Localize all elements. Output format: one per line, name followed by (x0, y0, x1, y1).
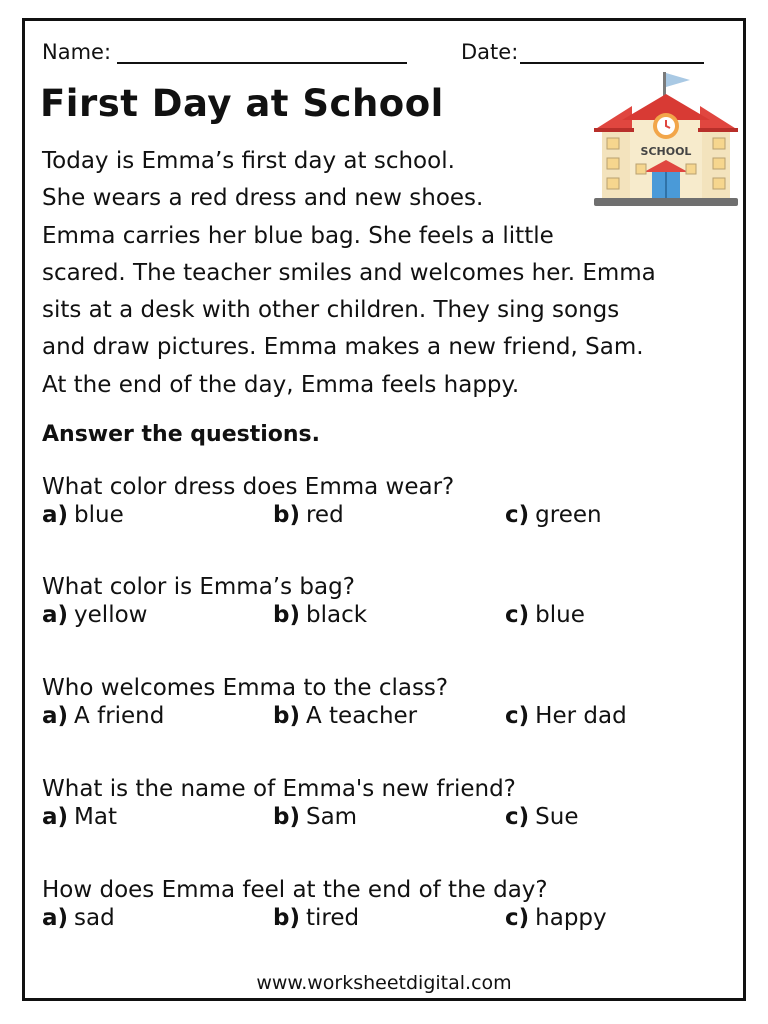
option-c[interactable]: c) blue (505, 602, 585, 628)
name-field (42, 40, 407, 64)
question-3 (42, 673, 732, 735)
option-b[interactable]: b) black (273, 602, 368, 628)
question-1 (42, 472, 732, 534)
question-text: What color is Emma’s bag? (42, 574, 355, 600)
option-b[interactable]: b) tired (273, 905, 360, 931)
option-a[interactable]: a) sad (42, 905, 115, 931)
question-text: How does Emma feel at the end of the day? (42, 877, 548, 903)
answer-options (42, 905, 732, 937)
name-label: Name: (42, 40, 112, 64)
school-sign-text: SCHOOL (640, 145, 692, 158)
question-4 (42, 774, 732, 836)
option-a[interactable]: a) yellow (42, 602, 148, 628)
story-line: Emma carries her blue bag. She feels a little (42, 222, 554, 249)
reading-passage (42, 143, 742, 404)
option-c[interactable]: c) green (505, 502, 602, 528)
question-text: What is the name of Emma's new friend? (42, 776, 516, 802)
question-5 (42, 875, 732, 937)
instructions-heading: Answer the questions. (42, 422, 321, 447)
option-a[interactable]: a) A friend (42, 703, 165, 729)
story-line: and draw pictures. Emma makes a new friend, Sam. (42, 334, 644, 361)
answer-options (42, 502, 732, 534)
date-label: Date: (461, 40, 519, 64)
story-line: At the end of the day, Emma feels happy. (42, 371, 520, 398)
option-b[interactable]: b) Sam (273, 804, 358, 830)
option-b[interactable]: b) A teacher (273, 703, 418, 729)
page-title: First Day at School (40, 82, 444, 125)
answer-options (42, 602, 732, 634)
question-text: Who welcomes Emma to the class? (42, 675, 449, 701)
date-field (461, 40, 704, 64)
footer-url: www.worksheetdigital.com (256, 972, 512, 994)
question-2 (42, 572, 732, 634)
option-b[interactable]: b) red (273, 502, 344, 528)
answer-options (42, 804, 732, 836)
story-line: sits at a desk with other children. They sing songs (42, 297, 620, 324)
option-a[interactable]: a) Mat (42, 804, 118, 830)
answer-options (42, 703, 732, 735)
option-c[interactable]: c) happy (505, 905, 607, 931)
date-line[interactable] (520, 40, 704, 64)
story-line: She wears a red dress and new shoes. (42, 185, 484, 212)
name-line[interactable] (117, 40, 407, 64)
option-c[interactable]: c) Her dad (505, 703, 627, 729)
question-text: What color dress does Emma wear? (42, 474, 455, 500)
story-line: Today is Emma’s first day at school. (42, 148, 455, 174)
option-c[interactable]: c) Sue (505, 804, 579, 830)
flag-shape (666, 73, 690, 87)
option-a[interactable]: a) blue (42, 502, 124, 528)
story-line: scared. The teacher smiles and welcomes her. Emma (42, 259, 656, 286)
